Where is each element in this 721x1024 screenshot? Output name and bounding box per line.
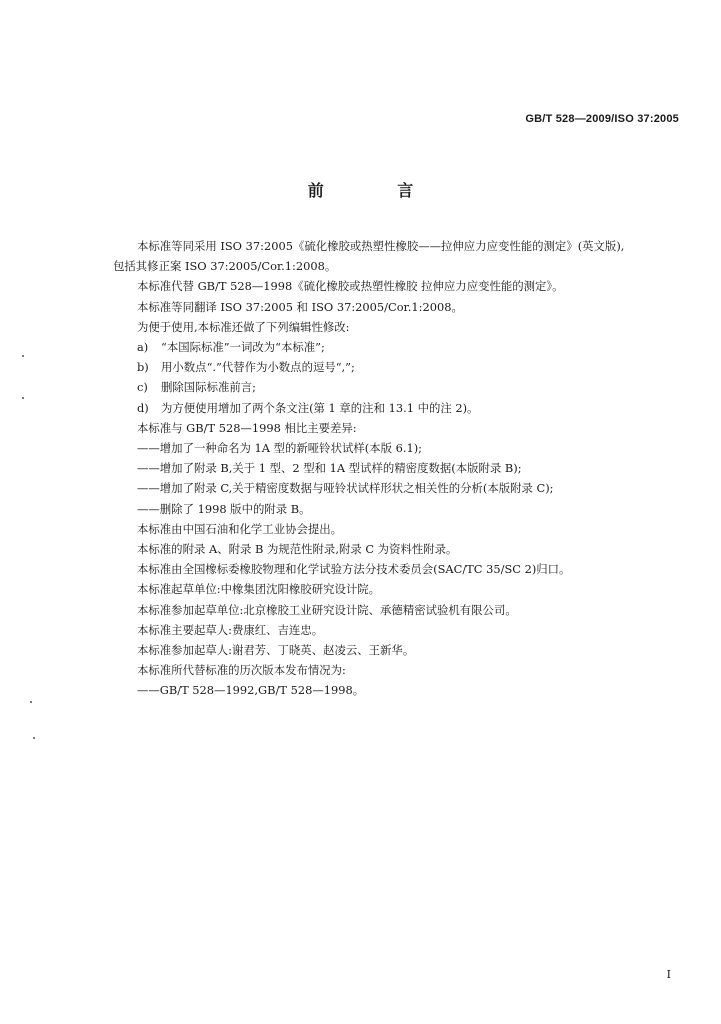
list-item-label: c)	[137, 380, 148, 395]
page-number: I	[666, 968, 671, 981]
list-item	[113, 377, 685, 397]
list-item-label: b)	[137, 360, 149, 375]
paragraph-adoption-cont: 包括其修正案 ISO 37:2005/Cor.1:2008。	[113, 259, 337, 274]
change-item: ——删除了 1998 版中的附录 B。	[137, 501, 311, 516]
paragraph-history-intro: 本标准所代替标准的历次版本发布情况为:	[137, 663, 346, 678]
list-item	[113, 357, 685, 377]
page-title: 前 言	[307, 181, 448, 200]
list-item-text: 用小数点“.”代替作为小数点的逗号“,”;	[161, 360, 355, 375]
paragraph-translation: 本标准等同翻译 ISO 37:2005 和 ISO 37:2005/Cor.1:2008。	[137, 299, 463, 314]
paragraph-main-drafters: 本标准主要起草人:费康红、吉连忠。	[137, 622, 324, 637]
scan-speck	[30, 701, 32, 703]
scan-speck	[22, 355, 24, 357]
history-item: ——GB/T 528—1992,GB/T 528—1998。	[137, 683, 365, 698]
paragraph-adoption: 本标准等同采用 ISO 37:2005《硫化橡胶或热塑性橡胶——拉伸应力应变性能的测定》(英文版),	[137, 239, 625, 253]
paragraph-proposer: 本标准由中国石油和化学工业协会提出。	[137, 521, 343, 536]
change-item: ——增加了附录 B,关于 1 型、2 型和 1A 型试样的精密度数据(本版附录 B);	[137, 461, 522, 476]
paragraph-drafting-unit: 本标准起草单位:中橡集团沈阳橡胶研究设计院。	[137, 582, 381, 597]
list-item-text: 为方便使用增加了两个条文注(第 1 章的注和 13.1 中的注 2)。	[161, 400, 479, 415]
paragraph-committee: 本标准由全国橡标委橡胶物理和化学试验方法分技术委员会(SAC/TC 35/SC 2)归口。	[137, 562, 571, 577]
change-item: ——增加了一种命名为 1A 型的新哑铃状试样(本版 6.1);	[137, 441, 422, 456]
list-item-label: a)	[137, 340, 149, 355]
standard-code: GB/T 528—2009/ISO 37:2005	[525, 113, 679, 125]
paragraph-participating-drafters: 本标准参加起草人:谢君芳、丁晓英、赵凌云、王新华。	[137, 643, 415, 658]
paragraph-changes-intro: 本标准与 GB/T 528—1998 相比主要差异:	[137, 420, 357, 435]
paragraph-replaces: 本标准代替 GB/T 528—1998《硫化橡胶或热塑性橡胶 拉伸应力应变性能的测定》。	[137, 279, 564, 294]
list-item-label: d)	[137, 400, 149, 415]
paragraph-edits-intro: 为便于使用,本标准还做了下列编辑性修改:	[137, 319, 350, 334]
list-item-text: “本国际标准”一词改为“本标准”;	[161, 340, 325, 355]
scan-speck	[33, 737, 35, 739]
list-item	[113, 398, 685, 418]
paragraph-participating-units: 本标准参加起草单位:北京橡胶工业研究设计院、承德精密试验机有限公司。	[137, 602, 517, 617]
paragraph-annexes: 本标准的附录 A、附录 B 为规范性附录,附录 C 为资料性附录。	[137, 542, 458, 557]
change-item: ——增加了附录 C,关于精密度数据与哑铃状试样形状之相关性的分析(本版附录 C);	[137, 481, 554, 496]
list-item	[113, 337, 685, 357]
scan-speck	[22, 397, 24, 399]
list-item-text: 删除国际标准前言;	[161, 380, 256, 395]
foreword-body	[113, 236, 685, 701]
